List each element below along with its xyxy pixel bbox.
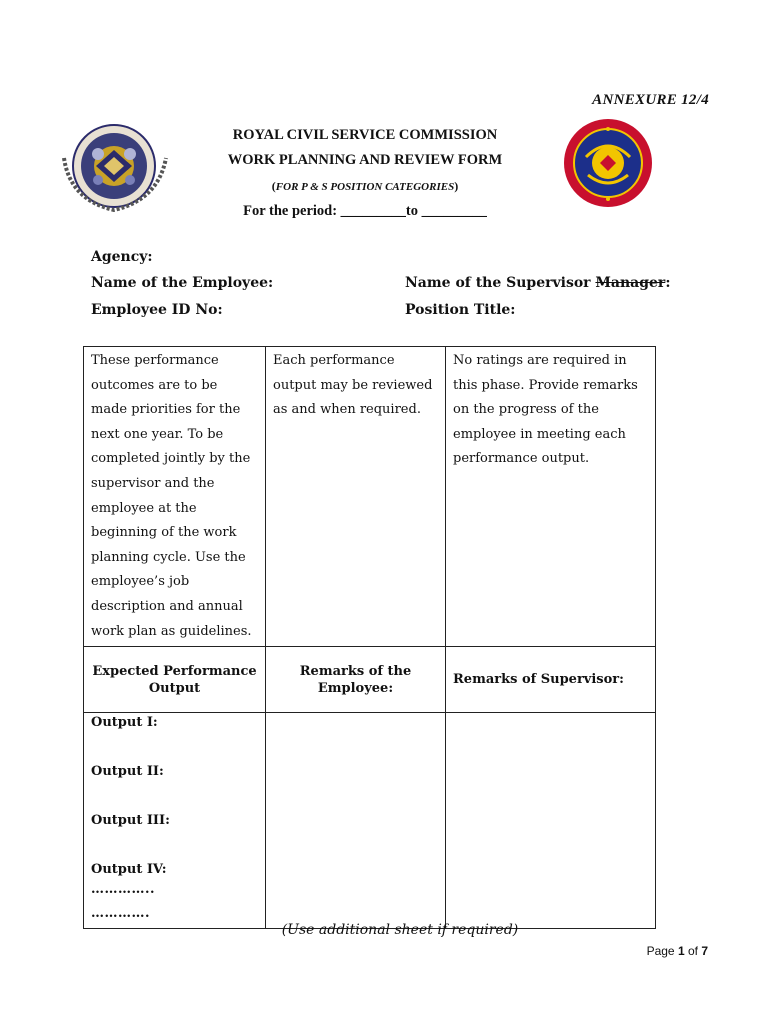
expected-output-header: Expected Performance Output <box>84 647 266 713</box>
employee-remarks-header: Remarks of the Employee: <box>266 647 446 713</box>
work-plan-table <box>83 346 656 929</box>
commission-title: ROYAL CIVIL SERVICE COMMISSION <box>232 127 498 143</box>
form-title: WORK PLANNING AND REVIEW FORM <box>227 152 503 168</box>
supervisor-remarks-header: Remarks of Supervisor: <box>446 647 656 713</box>
instruction-cell: Each performance output may be reviewed as and when required. <box>266 347 446 647</box>
instruction-cell: These performance outcomes are to be made priorities for the next one year. To be completed jointly by the supervisor and the employee at the beginning of the work planning cycle. Use the employee’s job description and annual work plan as guidelines. <box>84 347 266 647</box>
instruction-cell: No ratings are required in this phase. Provide remarks on the progress of the employee in meeting each performance output. <box>446 347 656 647</box>
output-1-label: Output I: <box>91 715 158 731</box>
outputs-row <box>84 713 656 929</box>
dotted-placeholder: …………. <box>91 906 151 922</box>
position-categories: (FOR P & S POSITION CATEGORIES) <box>271 179 459 193</box>
header-row <box>84 647 656 713</box>
employee-remarks-cell[interactable] <box>266 713 446 929</box>
supervisor-name-label: Name of the Supervisor Manager: <box>405 275 671 291</box>
output-2-label: Output II: <box>91 764 164 780</box>
page-number: Page 1 of 7 <box>646 944 708 958</box>
dotted-placeholder: ………….. <box>91 882 156 898</box>
position-title-label: Position Title: <box>405 302 516 318</box>
output-3-label: Output III: <box>91 813 170 829</box>
employee-id-label: Employee ID No: <box>91 302 223 318</box>
outputs-cell[interactable] <box>84 713 266 929</box>
period-line: For the period: _________to _________ <box>243 203 487 219</box>
additional-sheet-note: (Use additional sheet if required) <box>281 922 519 938</box>
supervisor-remarks-cell[interactable] <box>446 713 656 929</box>
annexure-label: ANNEXURE 12/4 <box>592 92 709 108</box>
employee-name-label: Name of the Employee: <box>91 275 274 291</box>
instructions-row <box>84 347 656 647</box>
output-4-label: Output IV: <box>91 862 167 878</box>
agency-label: Agency: <box>91 249 153 265</box>
